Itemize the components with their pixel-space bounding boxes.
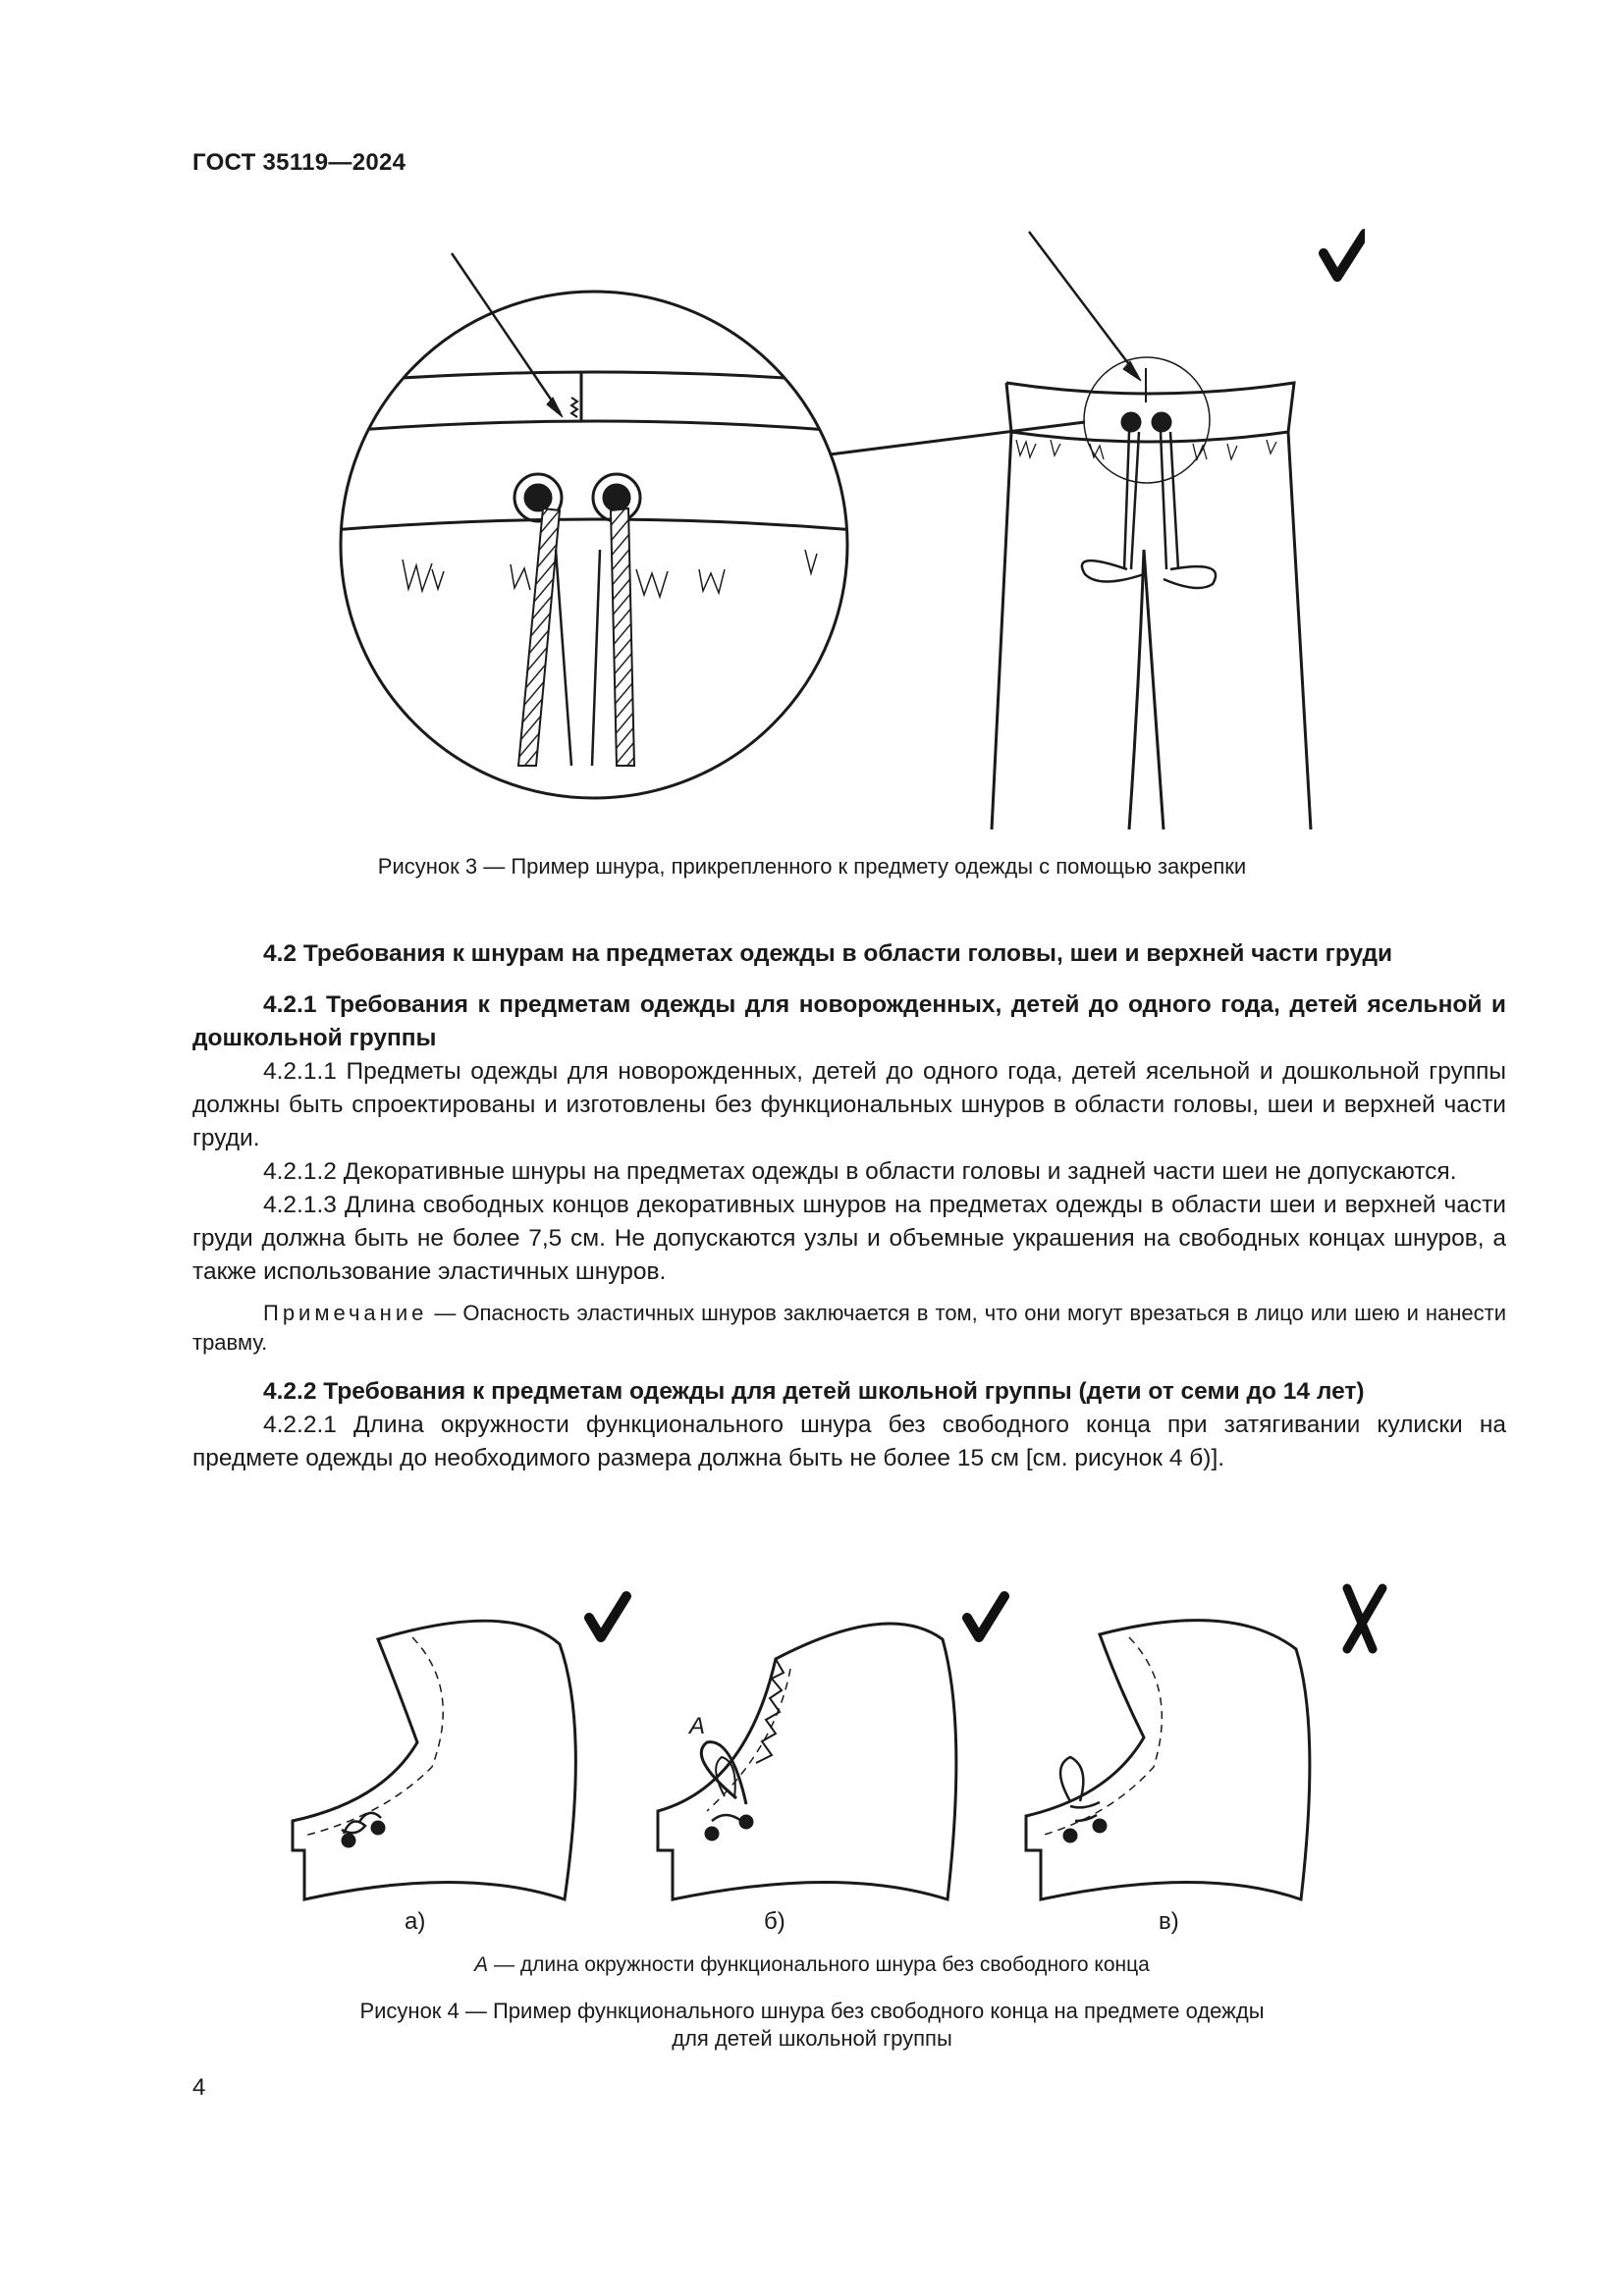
approved-check-icon: [1324, 234, 1365, 277]
paragraph-4-2-1-1: 4.2.1.1 Предметы одежды для новорожденных, детей до одного года, детей ясельной и дошкольной группы должны быть спроектированы и изготовлены без функциональных шнуров в области головы, шеи и верхней части груди.: [192, 1058, 1506, 1151]
hood-c: [1026, 1621, 1310, 1899]
section-4-2-1-heading: 4.2.1 Требования к предметам одежды для новорожденных, детей до одного года, детей ясельной и дошкольной группы: [192, 991, 1506, 1051]
note-text: — Опасность эластичных шнуров заключается в том, что они могут врезаться в лицо или шею и нанести травму.: [192, 1301, 1506, 1355]
note-paragraph: [192, 1299, 1506, 1358]
section-4-2-2-heading: 4.2.2 Требования к предметам одежды для детей школьной группы (дети от семи до 14 лет): [263, 1378, 1365, 1405]
figure-4-legend: [0, 1953, 1624, 1977]
legend-text: — длина окружности функционального шнура без свободного конца: [488, 1953, 1150, 1976]
note-label: Примечание: [263, 1301, 428, 1325]
figure-3-illustration: [324, 216, 1365, 844]
figure-4-caption-line2: для детей школьной группы: [672, 2026, 952, 2051]
figure-3-caption: Рисунок 3 — Пример шнура, прикрепленного к предмету одежды с помощью закрепки: [377, 854, 1247, 879]
paragraph-4-2-1-3: 4.2.1.3 Длина свободных концов декоративных шнуров на предметах одежды в области шеи и верхней части груди должна быть не более 7,5 см. Не допускаются узлы и объемные украшения на свободных концах шнуров, а также использование эластичных шнуров.: [192, 1192, 1506, 1285]
figure-4-label-b: б): [764, 1908, 785, 1935]
paragraph-4-2-1-2: 4.2.1.2 Декоративные шнуры на предметах одежды в области головы и задней части шеи не допускаются.: [263, 1158, 1457, 1185]
hood-a: [293, 1621, 575, 1899]
approved-check-icon-a: [589, 1596, 626, 1637]
rejected-cross-icon: [1347, 1588, 1382, 1649]
section-4-2-heading: 4.2 Требования к шнурам на предметах одежды в области головы, шеи и верхней части груди: [263, 940, 1393, 967]
legend-symbol: А: [474, 1953, 489, 1976]
figure-4-label-a: а): [405, 1908, 426, 1935]
figure-4-illustration: [275, 1566, 1434, 1919]
section-4-2-text: [192, 937, 1506, 1475]
figure-4-caption-line1: Рисунок 4 — Пример функционального шнура без свободного конца на предмете одежды: [359, 1999, 1265, 2023]
page-number: 4: [192, 2074, 206, 2101]
marker-a-label: А: [689, 1713, 706, 1739]
document-code: ГОСТ 35119—2024: [192, 149, 406, 176]
paragraph-4-2-2-1: 4.2.2.1 Длина окружности функционального шнура без свободного конца при затягивании кулиски на предмете одежды до необходимого размера должна быть не более 15 см [см. рисунок 4 б)].: [192, 1412, 1506, 1471]
figure-4-label-c: в): [1159, 1908, 1179, 1935]
approved-check-icon-b: [967, 1596, 1004, 1637]
